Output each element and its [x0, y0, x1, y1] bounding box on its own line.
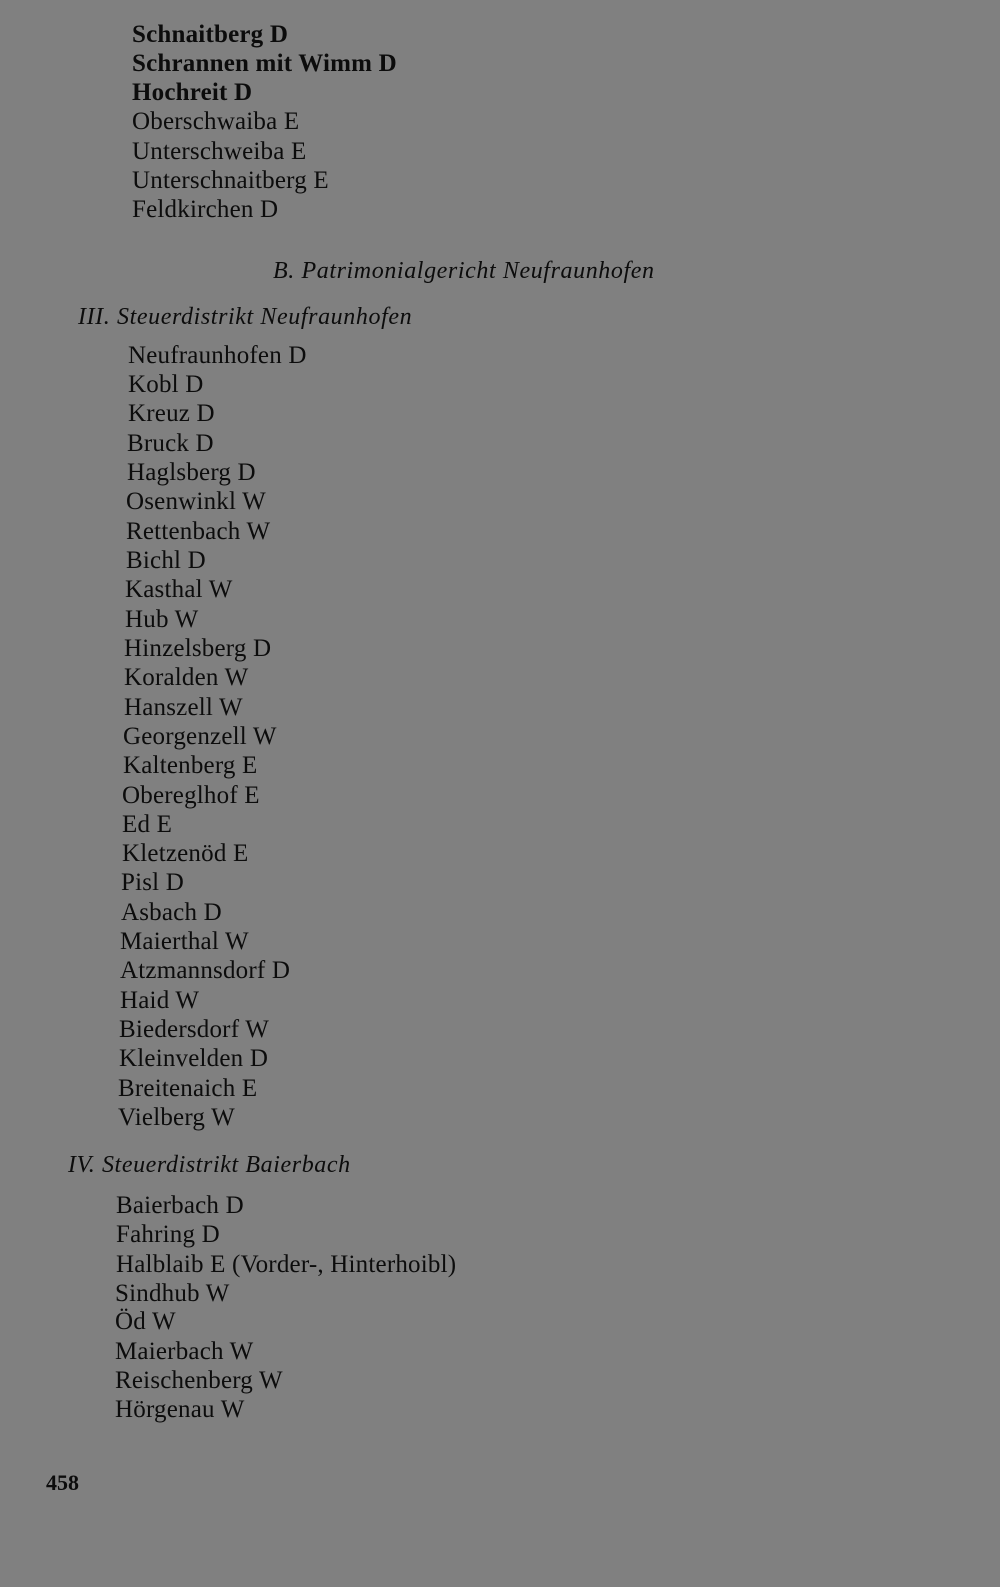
list-item: Ed E — [122, 811, 173, 838]
list-item: Kleinvelden D — [119, 1045, 269, 1072]
list-item: Oberschwaiba E — [132, 108, 300, 135]
list-item: Bichl D — [126, 547, 206, 574]
list-item: Kobl D — [128, 371, 204, 398]
list-item: Haid W — [120, 987, 200, 1014]
list-item: Unterschweiba E — [132, 138, 307, 165]
list-item: Kletzenöd E — [122, 840, 249, 867]
list-item: Haglsberg D — [127, 459, 256, 486]
list-item: Fahring D — [116, 1221, 220, 1248]
list-item: Rettenbach W — [126, 518, 271, 545]
list-item: Koralden W — [124, 664, 249, 691]
list-item: Pisl D — [121, 869, 185, 896]
list-item: Hörgenau W — [115, 1396, 245, 1423]
list-item: Schnaitberg D — [132, 21, 289, 48]
list-item: Breitenaich E — [118, 1075, 258, 1102]
district-heading: IV. Steuerdistrikt Baierbach — [68, 1152, 351, 1178]
list-item: Schrannen mit Wimm D — [132, 50, 397, 77]
list-item: Hochreit D — [132, 79, 253, 106]
list-item: Hub W — [125, 606, 199, 633]
list-item: Halblaib E (Vorder-, Hinterhoibl) — [116, 1251, 457, 1278]
district-heading: III. Steuerdistrikt Neufraunhofen — [78, 304, 413, 330]
list-item: Neufraunhofen D — [128, 342, 307, 369]
list-item: Maierthal W — [120, 928, 249, 955]
section-heading: B. Patrimonialgericht Neufraunhofen — [273, 258, 655, 284]
page-number: 458 — [46, 1470, 79, 1495]
list-item: Reischenberg W — [115, 1367, 283, 1394]
list-item: Georgenzell W — [123, 723, 277, 750]
list-item: Öd W — [115, 1308, 176, 1335]
list-item: Asbach D — [121, 899, 222, 926]
list-item: Baierbach D — [116, 1192, 244, 1219]
list-item: Kasthal W — [125, 576, 233, 603]
list-item: Osenwinkl W — [126, 488, 266, 515]
list-item: Hanszell W — [124, 694, 243, 721]
list-item: Biedersdorf W — [119, 1016, 270, 1043]
list-item: Maierbach W — [115, 1338, 254, 1365]
list-item: Feldkirchen D — [132, 196, 279, 223]
list-item: Vielberg W — [118, 1104, 235, 1131]
list-item: Hinzelsberg D — [124, 635, 272, 662]
list-item: Bruck D — [127, 430, 214, 457]
list-item: Kaltenberg E — [123, 752, 258, 779]
list-item: Atzmannsdorf D — [120, 957, 291, 984]
list-item: Sindhub W — [115, 1280, 230, 1307]
list-item: Kreuz D — [128, 400, 215, 427]
list-item: Unterschnaitberg E — [132, 167, 329, 194]
list-item: Obereglhof E — [122, 782, 260, 809]
